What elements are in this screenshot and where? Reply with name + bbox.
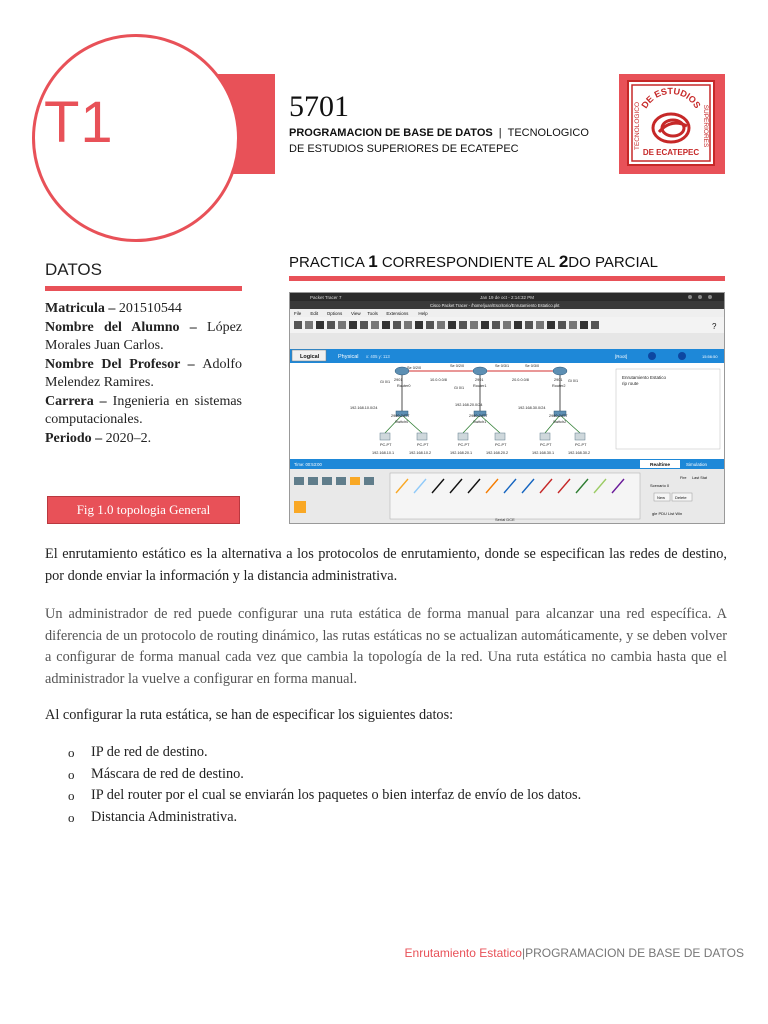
port-label: Gi 0/1: [454, 386, 465, 390]
time-label: Time: 00:53:00: [294, 462, 322, 467]
switch-name: Switch0: [395, 420, 409, 424]
toolbar-icon: [547, 321, 555, 329]
practice-title: [289, 252, 658, 272]
header-info-box: [275, 74, 619, 174]
toolbar-icon: [580, 321, 588, 329]
profesor-value: Adolfo Melendez Ramires.: [45, 356, 242, 390]
toolbar-icon: [525, 321, 533, 329]
menu-item: View: [351, 311, 361, 316]
logo-left-text: TECNOLOGICO: [634, 101, 641, 151]
toolbar-icon: [415, 321, 423, 329]
bullet-marker: o: [68, 745, 75, 760]
badge-title: T1: [44, 90, 114, 155]
toolbar-icon: [393, 321, 401, 329]
os-app-name: Packet Tracer 7: [310, 295, 342, 300]
section-title-datos: DATOS: [45, 260, 102, 279]
datos-rule: [45, 286, 242, 291]
corner-time: 15:56:50: [702, 354, 718, 359]
toolbar-icon: [382, 321, 390, 329]
school-name-part1: TECNOLOGICO: [507, 127, 589, 139]
help-icon: ?: [712, 322, 717, 331]
school-name-part2: DE ESTUDIOS SUPERIORES DE ECATEPEC: [289, 143, 519, 155]
toolbar-icon: [316, 321, 324, 329]
bullet-marker: o: [68, 766, 75, 782]
periodo-value: 2020–2.: [105, 430, 152, 446]
router-name: Router2: [552, 384, 566, 388]
device-category-icon: [308, 477, 318, 485]
cable-label: Serial DCE: [495, 517, 515, 522]
paragraph-3: Al configurar la ruta estática, se han de especificar los siguientes datos:: [45, 707, 454, 723]
router-model: 2901: [475, 378, 484, 382]
toolbar-icon: [470, 321, 478, 329]
toggle-pdu: gle PDU List Win: [652, 511, 683, 516]
pc-ip: 192.168.10.2: [409, 451, 432, 455]
toolbar-icon: [481, 321, 489, 329]
port-label: Gi 0/1: [568, 379, 579, 383]
toolbar-icon: [448, 321, 456, 329]
menu-item: Extensions: [386, 311, 409, 316]
packet-tracer-screenshot: [289, 292, 725, 524]
toolbar-icon: [514, 321, 522, 329]
port-label: Se 0/3/1: [495, 364, 510, 368]
simulation-label: Simulation: [686, 462, 708, 467]
switch-name: Switch1: [473, 420, 487, 424]
note-title: Enrutamiento Estatico: [622, 375, 667, 380]
logo-bottom-text: DE ECATEPEC: [642, 148, 700, 157]
fire-label: Fire: [680, 476, 687, 480]
alumno-row: [45, 319, 242, 356]
list-item-text: Máscara de red de destino.: [91, 765, 244, 782]
bullet-marker: o: [68, 788, 75, 803]
list-item-text: Distancia Administrativa.: [91, 808, 238, 825]
port-label: Se 0/2/0: [450, 364, 465, 368]
list-item-text: IP del router por el cual se enviarán los paquetes o bien interfaz de envío de los datos.: [91, 787, 582, 803]
device-category-icon: [350, 477, 360, 485]
alumno-value: López Morales Juan Carlos.: [45, 319, 242, 353]
tab-logical: Logical: [300, 354, 320, 360]
toolbar-icon: [349, 321, 357, 329]
svg-text:DE ESTUDIOS: [639, 86, 702, 110]
footer-topic: Enrutamiento Estatico: [404, 946, 522, 960]
course-name: PROGRAMACION DE BASE DE DATOS: [289, 127, 493, 139]
toolbar-icon: [492, 321, 500, 329]
router-model: 2901: [554, 378, 563, 382]
network-label: 192.168.30.0/24: [518, 406, 546, 410]
practice-title-d: 2: [558, 252, 569, 271]
practice-title-b: 1: [368, 252, 378, 271]
switch-model: 2960-24TT: [469, 414, 488, 418]
toolbar-icon: [360, 321, 368, 329]
toolbar-icon: [503, 321, 511, 329]
profesor-row: [45, 356, 242, 393]
matricula-row: [45, 300, 242, 319]
toolbar-icon: [569, 321, 577, 329]
pc-ip: 192.168.20.1: [450, 451, 473, 455]
practice-title-a: PRACTICA: [289, 254, 369, 271]
menu-item: Options: [326, 311, 343, 316]
connection-icon: [294, 501, 306, 513]
matricula-value: 201510544: [118, 301, 182, 316]
toolbar-icon: [371, 321, 379, 329]
requirements-list: [68, 742, 581, 828]
device-category-icon: [336, 477, 346, 485]
pc-ip: 192.168.20.2: [486, 451, 509, 455]
tab-physical: Physical: [338, 354, 359, 360]
profesor-label: Nombre Del Profesor –: [45, 356, 203, 372]
matricula-label: Matricula –: [45, 301, 119, 316]
pc-type: PC-PT: [495, 443, 507, 447]
student-info: [45, 300, 242, 448]
new-button: New: [657, 495, 666, 500]
toolbar-icon: [437, 321, 445, 329]
toolbar-icon: [338, 321, 346, 329]
device-category-icon: [364, 477, 374, 485]
toolbar-icon: [294, 321, 302, 329]
window-title: Cisco Packet Tracer - /home/juan/Escritorio/Enrutamiento Estatico.pkt: [430, 303, 560, 308]
network-label: 192.168.10.0/24: [350, 406, 378, 410]
os-clock: Jan 19 de oct - 2:14:32 PM: [480, 295, 535, 300]
pc-ip: 192.168.30.2: [568, 451, 591, 455]
logo-right-text: SUPERIORES: [702, 104, 709, 148]
pc-type: PC-PT: [380, 443, 392, 447]
port-label: Se 0/3/0: [525, 364, 540, 368]
alumno-label: Nombre del Alumno –: [45, 319, 208, 335]
figure-caption: Fig 1.0 topologia General: [47, 496, 240, 524]
list-item-text: IP de red de destino.: [91, 744, 208, 760]
carrera-label: Carrera –: [45, 393, 113, 409]
menu-item: Help: [418, 311, 428, 316]
physical-coords: x: 405 y: 113: [366, 354, 390, 359]
realtime-label: Realtime: [650, 463, 670, 468]
periodo-row: [45, 430, 242, 449]
pc-type: PC-PT: [575, 443, 587, 447]
router-name: Router0: [397, 384, 411, 388]
delete-button: Delete: [675, 495, 687, 500]
menu-item: Tools: [367, 311, 378, 316]
toolbar-icon: [426, 321, 434, 329]
footer-separator: |: [521, 946, 526, 960]
header-separator: |: [498, 127, 502, 139]
toolbar-icon: [591, 321, 599, 329]
port-label: Gi 0/1: [380, 380, 391, 384]
network-label: 10.0.0.0/8: [430, 378, 447, 382]
router-model: 2901: [394, 378, 403, 382]
school-logo: [627, 80, 715, 166]
list-item: [68, 807, 581, 829]
switch-name: Switch2: [553, 420, 567, 424]
toolbar-icon: [305, 321, 313, 329]
periodo-label: Periodo –: [45, 430, 106, 446]
port-label: Se 0/2/0: [407, 366, 422, 370]
note-sub: rip route: [622, 381, 639, 386]
switch-model: 2960-24TT: [549, 414, 568, 418]
course-code: 5701: [289, 90, 349, 123]
practice-title-c: CORRESPONDIENTE AL: [377, 254, 559, 271]
paragraph-1: El enrutamiento estático es la alternativa a los protocolos de enrutamiento, donde se especifican las redes de destino, por donde enviar la información y la distancia administrativa.: [45, 546, 727, 584]
pc-type: PC-PT: [458, 443, 470, 447]
pc-ip: 192.168.10.1: [372, 451, 395, 455]
bullet-marker: o: [68, 809, 75, 825]
carrera-value: Ingenieria en sistemas computacionales.: [45, 393, 242, 427]
page-footer: [405, 946, 744, 960]
paragraph-2: Un administrador de red puede configurar una ruta estática de forma manual para alcanzar una red específica. A diferencia de un protocolo de routing dinámico, las rutas estáticas no se actualizan automáticamente, y se deben volver a configurar de forma manual cada vez que cambia la topología de la red. Una ruta estática no cambia hasta que el administrador la vuelve a configurar en forma manual.: [45, 606, 727, 687]
footer-course: PROGRAMACION DE BASE DE DATOS: [525, 946, 744, 960]
header-course-line: [289, 127, 589, 139]
logo-arc-text: DE ESTUDIOS: [639, 85, 703, 111]
toolbar-icon: [404, 321, 412, 329]
device-category-icon: [294, 477, 304, 485]
list-item: [68, 785, 581, 807]
carrera-row: [45, 393, 242, 430]
scenario-select: Scenario 0: [650, 483, 670, 488]
toolbar-icon: [536, 321, 544, 329]
switch-model: 2960-24TT: [391, 414, 410, 418]
root-label: [Root]: [615, 354, 628, 359]
pc-ip: 192.168.30.1: [532, 451, 555, 455]
practice-rule: [289, 276, 725, 281]
pc-type: PC-PT: [540, 443, 552, 447]
last-status-label: Last Stat: [692, 476, 707, 480]
network-label: 20.0.0.0/8: [512, 378, 529, 382]
list-item: [68, 742, 581, 764]
router-name: Router1: [473, 384, 487, 388]
toolbar-icon: [558, 321, 566, 329]
device-category-icon: [322, 477, 332, 485]
toolbar-icon: [459, 321, 467, 329]
menu-item: File: [294, 311, 302, 316]
menu-item: Edit: [310, 311, 319, 316]
practice-title-e: DO PARCIAL: [568, 254, 659, 271]
network-label: 192.168.20.0/24: [455, 403, 483, 407]
list-item: [68, 764, 581, 786]
pc-type: PC-PT: [417, 443, 429, 447]
toolbar-icon: [327, 321, 335, 329]
